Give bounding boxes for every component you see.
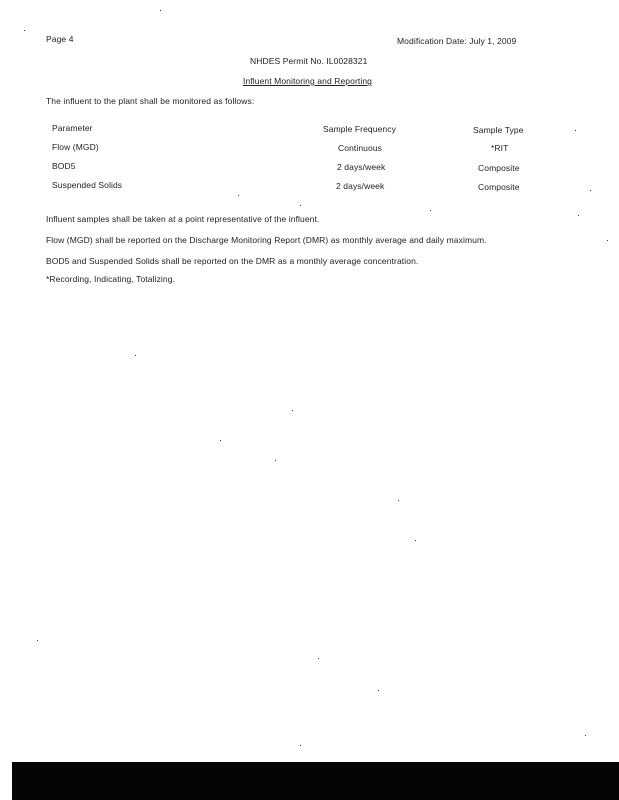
note-sampling: Influent samples shall be taken at a point representative of the influent. (46, 214, 320, 224)
scan-speck (607, 240, 608, 241)
scan-speck (415, 540, 416, 541)
scan-speck (135, 355, 136, 356)
scan-speck (575, 130, 576, 131)
scan-speck (220, 440, 221, 441)
intro-text: The influent to the plant shall be monitored as follows: (46, 96, 255, 106)
scan-speck (585, 735, 586, 736)
scan-speck (300, 205, 301, 206)
scan-speck (292, 410, 293, 411)
scan-speck (578, 215, 579, 216)
section-title: Influent Monitoring and Reporting (243, 76, 372, 86)
scan-speck (238, 195, 239, 196)
scan-speck (160, 10, 161, 11)
header-type: Sample Type (473, 125, 524, 135)
scan-speck (275, 460, 276, 461)
scan-speck (37, 640, 38, 641)
scan-speck (318, 658, 319, 659)
row-type: Composite (478, 182, 520, 192)
scan-speck (24, 30, 25, 31)
row-type: Composite (478, 163, 520, 173)
header-parameter: Parameter (52, 123, 93, 133)
note-flow-reporting: Flow (MGD) shall be reported on the Discharge Monitoring Report (DMR) as monthly average and daily maximum. (46, 235, 487, 245)
note-footnote: *Recording, Indicating, Totalizing. (46, 274, 176, 284)
scan-speck (378, 690, 379, 691)
permit-number: NHDES Permit No. IL0028321 (250, 56, 368, 66)
scan-border-bar (12, 762, 619, 800)
row-type: *RIT (491, 143, 509, 153)
row-parameter: Flow (MGD) (52, 142, 99, 152)
scan-speck (590, 190, 591, 191)
scan-speck (430, 210, 431, 211)
page-label: Page 4 (46, 34, 74, 44)
row-frequency: 2 days/week (336, 181, 385, 191)
modification-date: Modification Date: July 1, 2009 (397, 36, 517, 46)
scan-speck (300, 745, 301, 746)
row-parameter: BOD5 (52, 161, 76, 171)
scan-speck (398, 500, 399, 501)
note-bod-reporting: BOD5 and Suspended Solids shall be reported on the DMR as a monthly average concentration. (46, 256, 419, 266)
row-frequency: 2 days/week (337, 162, 386, 172)
row-frequency: Continuous (338, 143, 383, 153)
header-frequency: Sample Frequency (323, 124, 396, 134)
row-parameter: Suspended Solids (52, 180, 123, 190)
